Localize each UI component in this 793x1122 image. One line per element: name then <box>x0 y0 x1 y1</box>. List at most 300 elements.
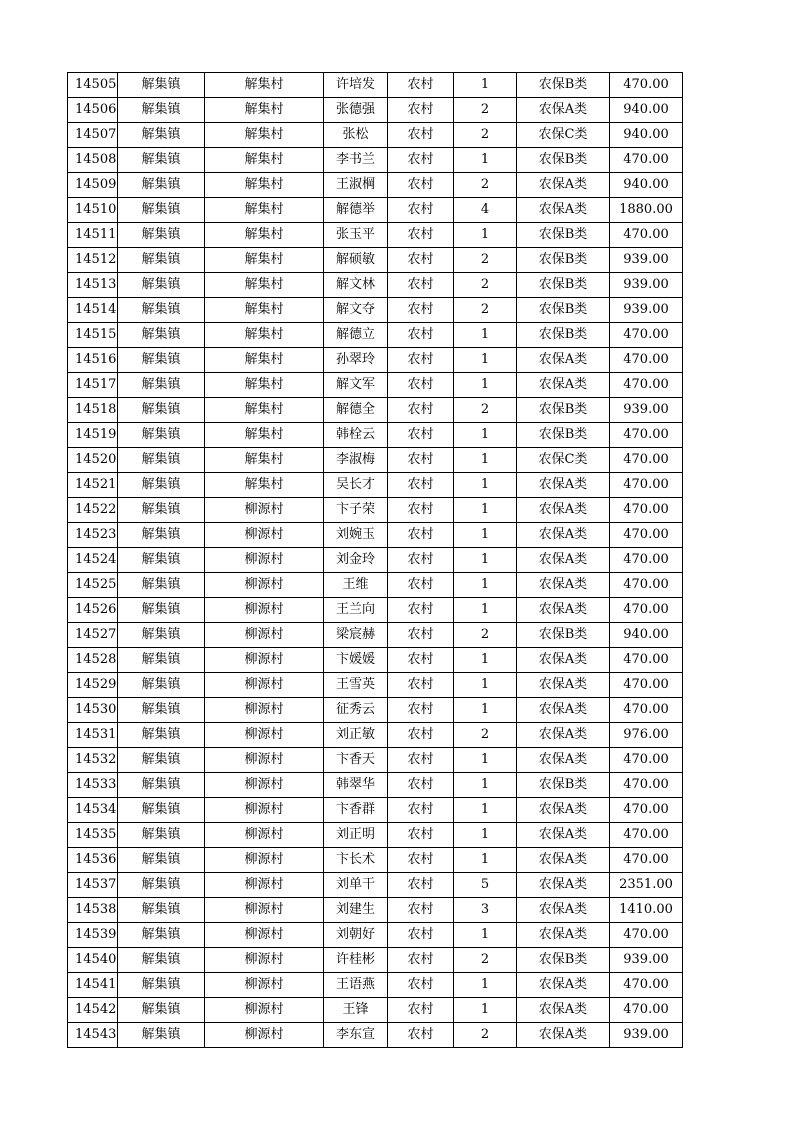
cell-id: 14536 <box>68 848 118 873</box>
cell-category: 农保A类 <box>517 348 610 373</box>
cell-count: 1 <box>454 373 517 398</box>
table-row <box>68 1023 683 1048</box>
cell-name: 刘建生 <box>324 898 388 923</box>
cell-name: 王语燕 <box>324 973 388 998</box>
cell-amount: 470.00 <box>610 148 683 173</box>
cell-type: 农村 <box>388 148 454 173</box>
cell-town: 解集镇 <box>118 348 205 373</box>
cell-town: 解集镇 <box>118 73 205 98</box>
cell-name: 韩翠华 <box>324 773 388 798</box>
cell-count: 2 <box>454 723 517 748</box>
table-row <box>68 298 683 323</box>
cell-town: 解集镇 <box>118 473 205 498</box>
cell-village: 柳源村 <box>205 948 324 973</box>
cell-type: 农村 <box>388 948 454 973</box>
cell-id: 14522 <box>68 498 118 523</box>
cell-count: 1 <box>454 598 517 623</box>
cell-amount: 470.00 <box>610 373 683 398</box>
cell-name: 卞子荣 <box>324 498 388 523</box>
cell-name: 征秀云 <box>324 698 388 723</box>
cell-count: 1 <box>454 998 517 1023</box>
cell-type: 农村 <box>388 898 454 923</box>
cell-name: 解硕敏 <box>324 248 388 273</box>
cell-category: 农保A类 <box>517 598 610 623</box>
cell-count: 4 <box>454 198 517 223</box>
table-row <box>68 523 683 548</box>
cell-count: 2 <box>454 298 517 323</box>
cell-amount: 940.00 <box>610 98 683 123</box>
cell-count: 1 <box>454 523 517 548</box>
cell-type: 农村 <box>388 748 454 773</box>
cell-id: 14540 <box>68 948 118 973</box>
cell-town: 解集镇 <box>118 673 205 698</box>
cell-name: 刘金玲 <box>324 548 388 573</box>
table-row <box>68 923 683 948</box>
cell-category: 农保A类 <box>517 473 610 498</box>
cell-amount: 470.00 <box>610 823 683 848</box>
cell-village: 柳源村 <box>205 848 324 873</box>
cell-type: 农村 <box>388 848 454 873</box>
cell-name: 解德立 <box>324 323 388 348</box>
cell-category: 农保A类 <box>517 498 610 523</box>
cell-count: 1 <box>454 823 517 848</box>
cell-village: 解集村 <box>205 273 324 298</box>
cell-count: 2 <box>454 273 517 298</box>
cell-amount: 470.00 <box>610 648 683 673</box>
cell-amount: 470.00 <box>610 973 683 998</box>
cell-category: 农保A类 <box>517 573 610 598</box>
cell-id: 14538 <box>68 898 118 923</box>
cell-count: 1 <box>454 148 517 173</box>
cell-count: 1 <box>454 223 517 248</box>
cell-category: 农保B类 <box>517 423 610 448</box>
cell-amount: 470.00 <box>610 473 683 498</box>
cell-amount: 470.00 <box>610 348 683 373</box>
table-row <box>68 123 683 148</box>
cell-name: 孙翠玲 <box>324 348 388 373</box>
cell-count: 2 <box>454 398 517 423</box>
cell-type: 农村 <box>388 273 454 298</box>
table-row <box>68 223 683 248</box>
cell-category: 农保A类 <box>517 98 610 123</box>
cell-type: 农村 <box>388 923 454 948</box>
cell-town: 解集镇 <box>118 548 205 573</box>
cell-category: 农保B类 <box>517 148 610 173</box>
table-row <box>68 648 683 673</box>
table-row <box>68 398 683 423</box>
cell-category: 农保A类 <box>517 648 610 673</box>
cell-amount: 940.00 <box>610 173 683 198</box>
cell-name: 李东宣 <box>324 1023 388 1048</box>
cell-id: 14526 <box>68 598 118 623</box>
cell-type: 农村 <box>388 723 454 748</box>
cell-village: 解集村 <box>205 298 324 323</box>
cell-town: 解集镇 <box>118 623 205 648</box>
cell-category: 农保A类 <box>517 523 610 548</box>
cell-count: 1 <box>454 473 517 498</box>
cell-count: 1 <box>454 448 517 473</box>
cell-type: 农村 <box>388 498 454 523</box>
cell-amount: 470.00 <box>610 748 683 773</box>
cell-id: 14518 <box>68 398 118 423</box>
cell-name: 韩栓云 <box>324 423 388 448</box>
cell-town: 解集镇 <box>118 698 205 723</box>
cell-id: 14509 <box>68 173 118 198</box>
cell-name: 梁宸赫 <box>324 623 388 648</box>
cell-amount: 470.00 <box>610 673 683 698</box>
cell-village: 柳源村 <box>205 598 324 623</box>
cell-village: 柳源村 <box>205 723 324 748</box>
cell-village: 柳源村 <box>205 548 324 573</box>
cell-id: 14508 <box>68 148 118 173</box>
cell-type: 农村 <box>388 798 454 823</box>
cell-town: 解集镇 <box>118 298 205 323</box>
cell-id: 14506 <box>68 98 118 123</box>
cell-name: 王锋 <box>324 998 388 1023</box>
cell-name: 解文夺 <box>324 298 388 323</box>
cell-count: 1 <box>454 498 517 523</box>
cell-village: 解集村 <box>205 473 324 498</box>
cell-count: 5 <box>454 873 517 898</box>
cell-town: 解集镇 <box>118 848 205 873</box>
cell-count: 1 <box>454 798 517 823</box>
cell-type: 农村 <box>388 73 454 98</box>
cell-amount: 939.00 <box>610 273 683 298</box>
cell-id: 14519 <box>68 423 118 448</box>
cell-category: 农保A类 <box>517 198 610 223</box>
cell-amount: 1410.00 <box>610 898 683 923</box>
cell-name: 刘婉玉 <box>324 523 388 548</box>
cell-count: 1 <box>454 573 517 598</box>
cell-name: 解文林 <box>324 273 388 298</box>
cell-category: 农保A类 <box>517 673 610 698</box>
cell-name: 王兰向 <box>324 598 388 623</box>
cell-category: 农保B类 <box>517 73 610 98</box>
cell-id: 14511 <box>68 223 118 248</box>
cell-town: 解集镇 <box>118 598 205 623</box>
cell-village: 柳源村 <box>205 673 324 698</box>
cell-town: 解集镇 <box>118 998 205 1023</box>
cell-id: 14537 <box>68 873 118 898</box>
cell-village: 柳源村 <box>205 773 324 798</box>
cell-type: 农村 <box>388 873 454 898</box>
table-row <box>68 173 683 198</box>
cell-town: 解集镇 <box>118 223 205 248</box>
cell-town: 解集镇 <box>118 823 205 848</box>
cell-count: 1 <box>454 73 517 98</box>
cell-type: 农村 <box>388 998 454 1023</box>
cell-type: 农村 <box>388 973 454 998</box>
table-row <box>68 973 683 998</box>
cell-count: 1 <box>454 973 517 998</box>
cell-category: 农保A类 <box>517 798 610 823</box>
cell-name: 吴长才 <box>324 473 388 498</box>
cell-name: 卞长术 <box>324 848 388 873</box>
cell-name: 刘正明 <box>324 823 388 848</box>
cell-name: 卞香天 <box>324 748 388 773</box>
cell-amount: 470.00 <box>610 598 683 623</box>
cell-type: 农村 <box>388 523 454 548</box>
cell-count: 2 <box>454 123 517 148</box>
cell-id: 14533 <box>68 773 118 798</box>
cell-amount: 470.00 <box>610 573 683 598</box>
cell-category: 农保B类 <box>517 623 610 648</box>
cell-amount: 470.00 <box>610 798 683 823</box>
cell-category: 农保A类 <box>517 973 610 998</box>
cell-type: 农村 <box>388 598 454 623</box>
cell-town: 解集镇 <box>118 898 205 923</box>
cell-id: 14521 <box>68 473 118 498</box>
table-body <box>68 73 683 1048</box>
cell-village: 解集村 <box>205 348 324 373</box>
cell-type: 农村 <box>388 448 454 473</box>
cell-count: 2 <box>454 623 517 648</box>
cell-type: 农村 <box>388 648 454 673</box>
cell-id: 14535 <box>68 823 118 848</box>
cell-village: 柳源村 <box>205 623 324 648</box>
cell-type: 农村 <box>388 248 454 273</box>
table-row <box>68 898 683 923</box>
cell-village: 解集村 <box>205 248 324 273</box>
cell-town: 解集镇 <box>118 523 205 548</box>
cell-type: 农村 <box>388 573 454 598</box>
cell-name: 卞香群 <box>324 798 388 823</box>
cell-town: 解集镇 <box>118 923 205 948</box>
cell-type: 农村 <box>388 198 454 223</box>
cell-name: 王维 <box>324 573 388 598</box>
cell-amount: 470.00 <box>610 498 683 523</box>
cell-town: 解集镇 <box>118 723 205 748</box>
cell-id: 14528 <box>68 648 118 673</box>
cell-name: 张玉平 <box>324 223 388 248</box>
cell-category: 农保C类 <box>517 448 610 473</box>
table-row <box>68 423 683 448</box>
cell-town: 解集镇 <box>118 773 205 798</box>
cell-town: 解集镇 <box>118 198 205 223</box>
cell-category: 农保A类 <box>517 548 610 573</box>
cell-name: 解德举 <box>324 198 388 223</box>
cell-category: 农保A类 <box>517 823 610 848</box>
table-row <box>68 798 683 823</box>
cell-amount: 470.00 <box>610 998 683 1023</box>
cell-name: 张松 <box>324 123 388 148</box>
cell-village: 柳源村 <box>205 873 324 898</box>
cell-category: 农保A类 <box>517 748 610 773</box>
cell-id: 14507 <box>68 123 118 148</box>
table-row <box>68 823 683 848</box>
cell-id: 14510 <box>68 198 118 223</box>
cell-id: 14520 <box>68 448 118 473</box>
table-row <box>68 473 683 498</box>
cell-id: 14524 <box>68 548 118 573</box>
cell-category: 农保A类 <box>517 898 610 923</box>
cell-name: 李淑梅 <box>324 448 388 473</box>
cell-town: 解集镇 <box>118 873 205 898</box>
table-row <box>68 873 683 898</box>
cell-town: 解集镇 <box>118 273 205 298</box>
table-row <box>68 373 683 398</box>
cell-village: 解集村 <box>205 223 324 248</box>
cell-type: 农村 <box>388 348 454 373</box>
cell-category: 农保C类 <box>517 123 610 148</box>
table-row <box>68 148 683 173</box>
table-row <box>68 673 683 698</box>
cell-village: 柳源村 <box>205 523 324 548</box>
cell-amount: 939.00 <box>610 248 683 273</box>
cell-id: 14505 <box>68 73 118 98</box>
cell-id: 14534 <box>68 798 118 823</box>
cell-id: 14543 <box>68 1023 118 1048</box>
cell-town: 解集镇 <box>118 798 205 823</box>
cell-town: 解集镇 <box>118 498 205 523</box>
cell-name: 王雪英 <box>324 673 388 698</box>
cell-amount: 470.00 <box>610 848 683 873</box>
table-row <box>68 698 683 723</box>
cell-count: 1 <box>454 848 517 873</box>
cell-id: 14512 <box>68 248 118 273</box>
cell-type: 农村 <box>388 773 454 798</box>
cell-category: 农保A类 <box>517 373 610 398</box>
cell-village: 解集村 <box>205 423 324 448</box>
cell-village: 解集村 <box>205 398 324 423</box>
table-row <box>68 323 683 348</box>
cell-category: 农保A类 <box>517 998 610 1023</box>
table-row <box>68 748 683 773</box>
cell-count: 2 <box>454 98 517 123</box>
cell-amount: 2351.00 <box>610 873 683 898</box>
cell-amount: 470.00 <box>610 548 683 573</box>
cell-type: 农村 <box>388 373 454 398</box>
cell-village: 柳源村 <box>205 998 324 1023</box>
table-row <box>68 623 683 648</box>
table-row <box>68 73 683 98</box>
cell-village: 解集村 <box>205 73 324 98</box>
cell-amount: 470.00 <box>610 223 683 248</box>
cell-count: 1 <box>454 648 517 673</box>
table-row <box>68 598 683 623</box>
cell-village: 解集村 <box>205 148 324 173</box>
table-row <box>68 848 683 873</box>
table-row <box>68 548 683 573</box>
cell-name: 王淑棡 <box>324 173 388 198</box>
cell-village: 柳源村 <box>205 973 324 998</box>
cell-type: 农村 <box>388 398 454 423</box>
cell-amount: 470.00 <box>610 923 683 948</box>
table-row <box>68 198 683 223</box>
cell-village: 解集村 <box>205 98 324 123</box>
cell-name: 许桂彬 <box>324 948 388 973</box>
cell-type: 农村 <box>388 423 454 448</box>
cell-id: 14532 <box>68 748 118 773</box>
cell-id: 14530 <box>68 698 118 723</box>
cell-category: 农保A类 <box>517 1023 610 1048</box>
cell-count: 1 <box>454 673 517 698</box>
cell-town: 解集镇 <box>118 948 205 973</box>
cell-type: 农村 <box>388 223 454 248</box>
cell-name: 卞媛媛 <box>324 648 388 673</box>
cell-village: 解集村 <box>205 123 324 148</box>
cell-count: 2 <box>454 1023 517 1048</box>
cell-town: 解集镇 <box>118 123 205 148</box>
cell-type: 农村 <box>388 298 454 323</box>
cell-name: 解德全 <box>324 398 388 423</box>
cell-type: 农村 <box>388 1023 454 1048</box>
cell-town: 解集镇 <box>118 323 205 348</box>
table-row <box>68 248 683 273</box>
cell-count: 2 <box>454 948 517 973</box>
cell-village: 柳源村 <box>205 573 324 598</box>
cell-village: 解集村 <box>205 448 324 473</box>
cell-village: 柳源村 <box>205 923 324 948</box>
cell-town: 解集镇 <box>118 573 205 598</box>
table-row <box>68 573 683 598</box>
cell-category: 农保B类 <box>517 398 610 423</box>
cell-id: 14517 <box>68 373 118 398</box>
cell-village: 解集村 <box>205 373 324 398</box>
table-row <box>68 498 683 523</box>
cell-id: 14541 <box>68 973 118 998</box>
cell-category: 农保B类 <box>517 223 610 248</box>
cell-town: 解集镇 <box>118 398 205 423</box>
cell-type: 农村 <box>388 98 454 123</box>
cell-type: 农村 <box>388 623 454 648</box>
cell-village: 柳源村 <box>205 823 324 848</box>
cell-id: 14529 <box>68 673 118 698</box>
cell-count: 1 <box>454 773 517 798</box>
cell-count: 3 <box>454 898 517 923</box>
cell-type: 农村 <box>388 823 454 848</box>
cell-id: 14527 <box>68 623 118 648</box>
cell-name: 许培发 <box>324 73 388 98</box>
cell-count: 1 <box>454 548 517 573</box>
cell-town: 解集镇 <box>118 373 205 398</box>
cell-id: 14513 <box>68 273 118 298</box>
cell-name: 刘正敏 <box>324 723 388 748</box>
cell-category: 农保A类 <box>517 723 610 748</box>
cell-village: 柳源村 <box>205 498 324 523</box>
cell-id: 14515 <box>68 323 118 348</box>
cell-id: 14531 <box>68 723 118 748</box>
cell-amount: 939.00 <box>610 948 683 973</box>
cell-town: 解集镇 <box>118 748 205 773</box>
data-table <box>67 72 683 1048</box>
cell-amount: 470.00 <box>610 773 683 798</box>
cell-village: 柳源村 <box>205 698 324 723</box>
cell-amount: 470.00 <box>610 448 683 473</box>
cell-amount: 470.00 <box>610 323 683 348</box>
cell-village: 柳源村 <box>205 898 324 923</box>
cell-type: 农村 <box>388 323 454 348</box>
cell-town: 解集镇 <box>118 248 205 273</box>
cell-id: 14514 <box>68 298 118 323</box>
cell-village: 柳源村 <box>205 748 324 773</box>
cell-count: 1 <box>454 323 517 348</box>
cell-type: 农村 <box>388 698 454 723</box>
cell-category: 农保A类 <box>517 923 610 948</box>
cell-category: 农保A类 <box>517 873 610 898</box>
cell-category: 农保B类 <box>517 273 610 298</box>
cell-amount: 940.00 <box>610 123 683 148</box>
cell-count: 1 <box>454 348 517 373</box>
cell-amount: 470.00 <box>610 423 683 448</box>
cell-count: 2 <box>454 173 517 198</box>
cell-name: 刘单干 <box>324 873 388 898</box>
cell-type: 农村 <box>388 173 454 198</box>
table-row <box>68 723 683 748</box>
cell-amount: 939.00 <box>610 398 683 423</box>
cell-category: 农保B类 <box>517 773 610 798</box>
table-row <box>68 773 683 798</box>
